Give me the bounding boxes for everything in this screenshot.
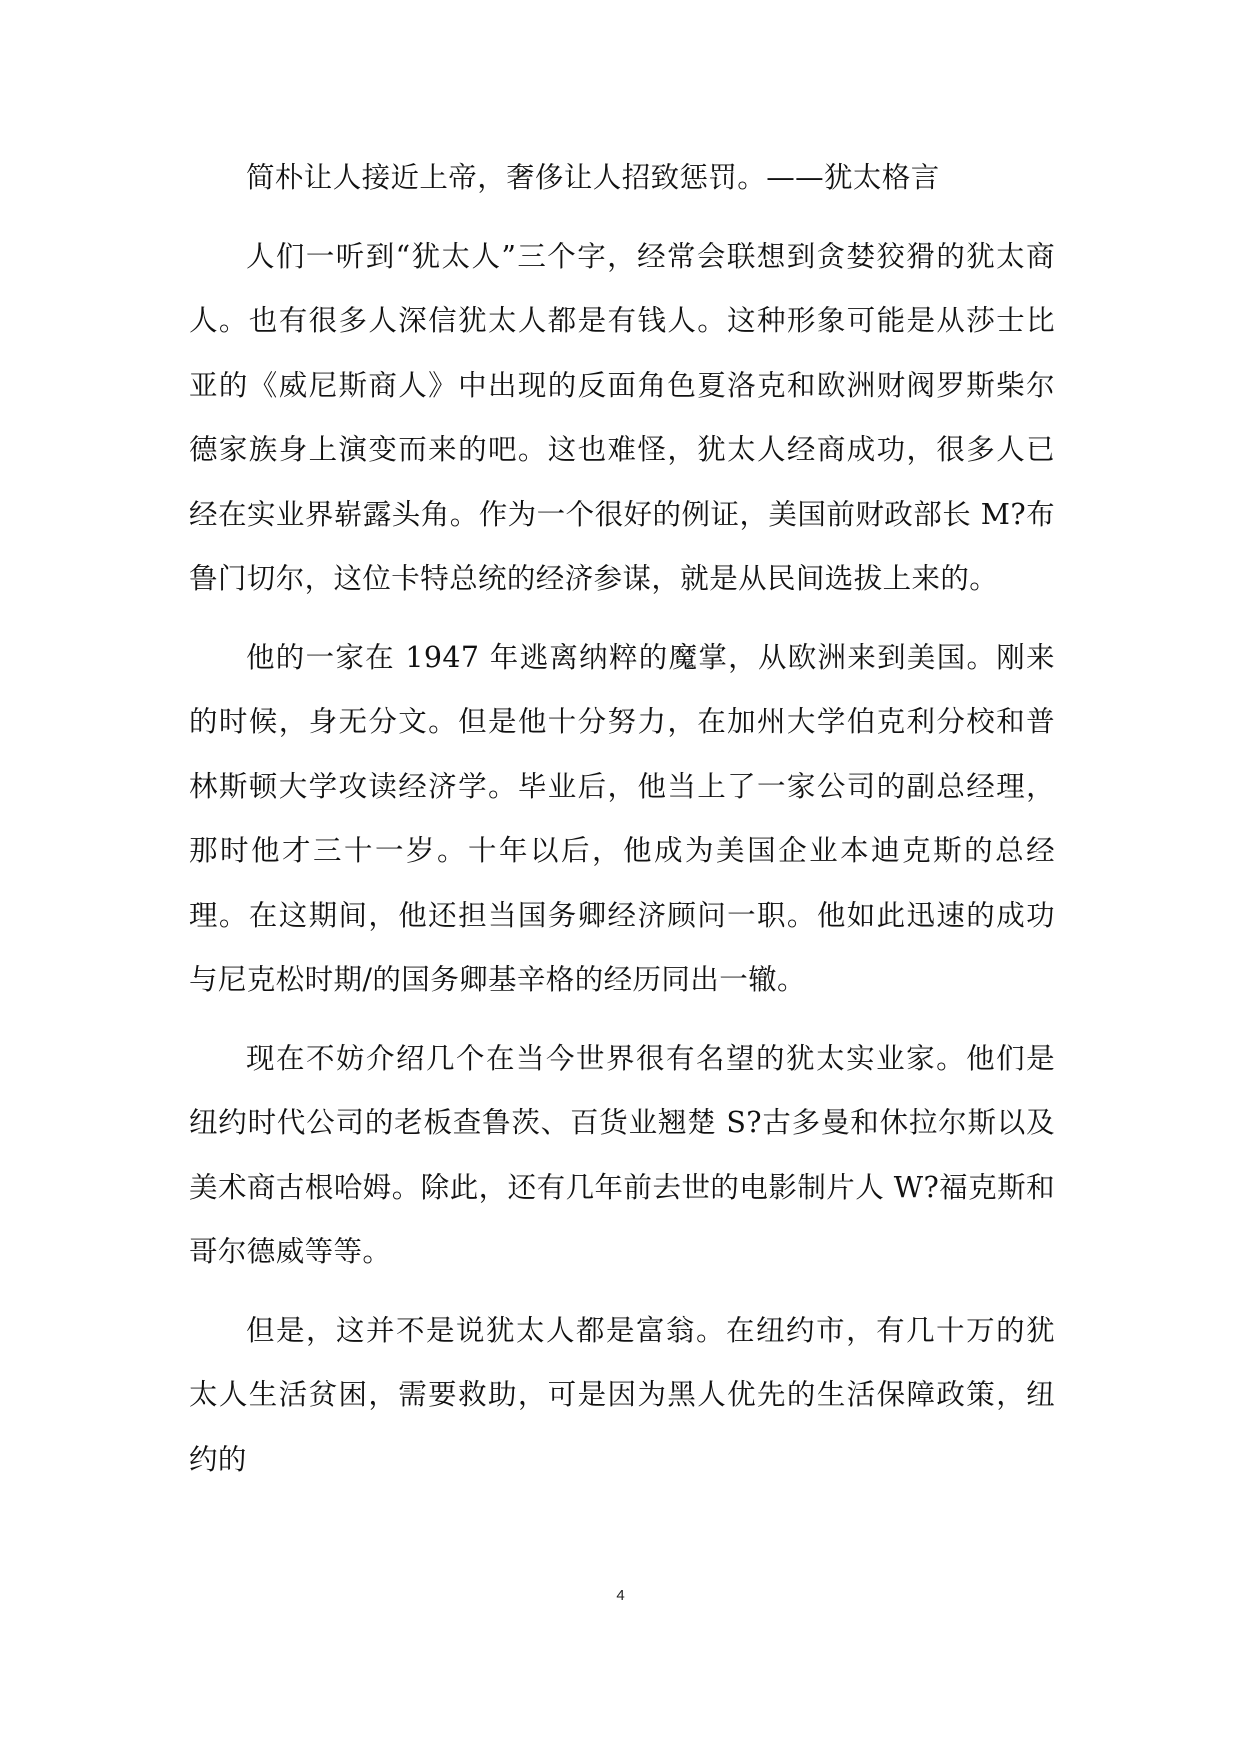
page-number: 4 (616, 1587, 625, 1604)
paragraph-2: 他的一家在 1947 年逃离纳粹的魔掌，从欧洲来到美国。刚来的时候，身无分文。但是他十分努力，在加州大学伯克利分校和普林斯顿大学攻读经济学。毕业后，他当上了一家公司的副总经理，那时他才三十一岁。十年以后，他成为美国企业本迪克斯的总经理。在这期间，他还担当国务卿经济顾问一职。他如此迅速的成功与尼克松时期/的国务卿基辛格的经历同出一辙。 (189, 640, 1055, 996)
document-body (189, 146, 1055, 1506)
paragraph-epigraph: 简朴让人接近上帝，奢侈让人招致惩罚。——犹太格言 (246, 161, 940, 194)
paragraph-4: 但是，这并不是说犹太人都是富翁。在纽约市，有几十万的犹太人生活贫困，需要救助，可是因为黑人优先的生活保障政策，纽约的 (189, 1313, 1055, 1476)
paragraph-3: 现在不妨介绍几个在当今世界很有名望的犹太实业家。他们是纽约时代公司的老板查鲁茨、百货业翘楚 S?古多曼和休拉尔斯以及美术商古根哈姆。除此，还有几年前去世的电影制片人 W?福克斯和哥尔德威等等。 (189, 1041, 1055, 1268)
paragraph-1: 人们一听到“犹太人”三个字，经常会联想到贪婪狡猾的犹太商人。也有很多人深信犹太人都是有钱人。这种形象可能是从莎士比亚的《威尼斯商人》中出现的反面角色夏洛克和欧洲财阀罗斯柴尔德家族身上演变而来的吧。这也难怪，犹太人经商成功，很多人已经在实业界崭露头角。作为一个很好的例证，美国前财政部长 M?布鲁门切尔，这位卡特总统的经济参谋，就是从民间选拔上来的。 (189, 239, 1055, 595)
